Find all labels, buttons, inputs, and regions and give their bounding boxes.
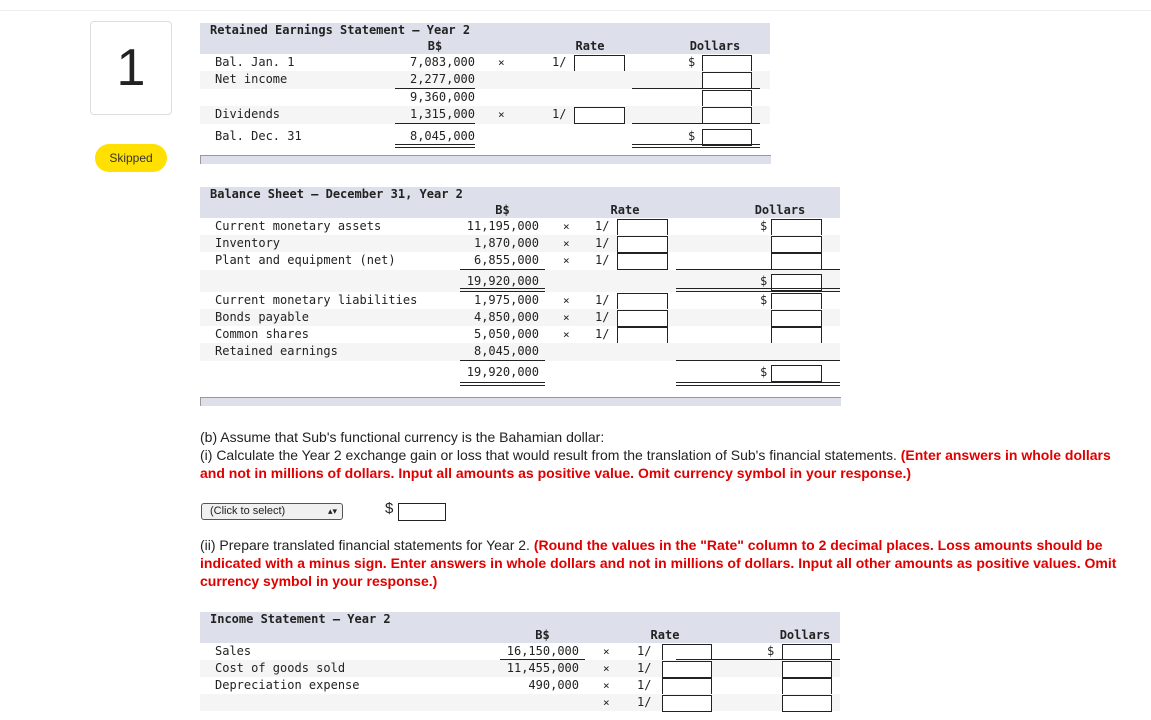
rate-input[interactable] <box>574 55 625 72</box>
dollars-input[interactable] <box>771 236 822 253</box>
table-row <box>200 218 840 235</box>
table-row <box>200 361 840 386</box>
bs-amount: 490,000 <box>528 678 579 692</box>
rate-prefix: 1/ <box>595 236 610 250</box>
row-label: Net income <box>215 72 288 86</box>
multiply-sign: × <box>603 645 610 658</box>
rate-prefix: 1/ <box>595 327 610 341</box>
table-row <box>200 643 840 660</box>
table-row <box>200 106 770 124</box>
gain-loss-select[interactable] <box>201 503 343 520</box>
dollars-input[interactable] <box>702 72 752 89</box>
dollars-input[interactable] <box>771 253 822 270</box>
bs-amount: 7,083,000 <box>409 55 475 69</box>
row-label: Retained earnings <box>215 344 338 358</box>
column-header-bs: B$ <box>495 203 510 217</box>
part-b-ii-instructions: (Round the values in the "Rate" column to 2 decimal places. Loss amounts should be indicated with a minus sign. Enter answers in whole dollars and not in millions of dollars. Input all other amounts as positive values. Omit currency symbol in your response.) <box>200 537 1117 589</box>
dollar-sign: $ <box>767 644 775 658</box>
select-value: (Click to select) <box>210 505 286 517</box>
dollars-input[interactable] <box>771 310 822 327</box>
multiply-sign: × <box>603 696 610 709</box>
dollars-input[interactable] <box>702 107 752 124</box>
column-header-bs: B$ <box>535 628 550 642</box>
horizontal-scrollbar[interactable] <box>200 155 771 164</box>
rate-prefix: 1/ <box>637 644 652 658</box>
row-label: Current monetary liabilities <box>215 293 418 307</box>
rate-input[interactable] <box>574 107 625 124</box>
dollar-sign: $ <box>760 293 768 307</box>
rate-input[interactable] <box>662 678 712 695</box>
column-header-dollars: Dollars <box>754 203 806 217</box>
column-header-rate: Rate <box>575 39 605 53</box>
rate-prefix: 1/ <box>595 310 610 324</box>
rate-prefix: 1/ <box>552 55 567 69</box>
dollars-input[interactable] <box>771 365 822 382</box>
table-row <box>200 270 840 292</box>
part-b-i-text: (i) Calculate the Year 2 exchange gain or loss that would result from the translation of Sub's financial statements. <box>200 447 901 463</box>
horizontal-scrollbar[interactable] <box>200 397 841 406</box>
rate-input[interactable] <box>617 219 668 236</box>
exchange-amount-input[interactable] <box>398 503 446 521</box>
column-header-dollars: Dollars <box>779 628 831 642</box>
bs-amount: 1,975,000 <box>473 293 539 307</box>
table-title: Income Statement – Year 2 <box>210 612 391 626</box>
table-row <box>200 124 770 148</box>
dollars-input[interactable] <box>782 678 832 695</box>
dollars-input[interactable] <box>771 327 822 344</box>
table-row <box>200 71 770 89</box>
table-row <box>200 252 840 270</box>
multiply-sign: × <box>563 328 570 341</box>
column-header-rate: Rate <box>650 628 680 642</box>
bs-amount: 1,315,000 <box>409 107 475 121</box>
top-divider <box>0 10 1151 11</box>
dollars-underline <box>676 382 840 386</box>
rate-input[interactable] <box>617 327 668 344</box>
rate-input[interactable] <box>617 293 668 310</box>
select-arrows-icon: ▴▾ <box>327 506 337 516</box>
bs-amount: 2,277,000 <box>409 72 475 86</box>
rate-prefix: 1/ <box>637 695 652 709</box>
row-label: Common shares <box>215 327 309 341</box>
bs-amount: 19,920,000 <box>466 365 539 379</box>
part-b-ii-text: (ii) Prepare translated financial statements for Year 2. <box>200 537 534 553</box>
dollars-underline <box>632 144 760 148</box>
rate-prefix: 1/ <box>595 219 610 233</box>
rate-input[interactable] <box>617 310 668 327</box>
table-row <box>200 694 840 711</box>
dollar-sign: $ <box>760 219 768 233</box>
rate-input[interactable] <box>617 236 668 253</box>
row-label: Inventory <box>215 236 281 250</box>
retained-earnings-table <box>200 23 770 148</box>
row-label: Bonds payable <box>215 310 309 324</box>
dollar-sign: $ <box>760 274 768 288</box>
table-row <box>200 54 770 71</box>
bs-amount: 11,455,000 <box>506 661 579 675</box>
rate-prefix: 1/ <box>637 678 652 692</box>
multiply-sign: × <box>603 662 610 675</box>
table-row <box>200 343 840 361</box>
column-header-rate: Rate <box>610 203 640 217</box>
rate-prefix: 1/ <box>595 293 610 307</box>
table-row <box>200 309 840 326</box>
bs-amount: 1,870,000 <box>473 236 539 250</box>
bs-underline <box>395 144 475 148</box>
income-statement-table <box>200 612 840 709</box>
table-row <box>200 235 840 252</box>
rate-prefix: 1/ <box>595 253 610 267</box>
dollar-sign: $ <box>760 365 768 379</box>
dollars-input[interactable] <box>782 661 832 678</box>
bs-amount: 11,195,000 <box>466 219 539 233</box>
bs-amount: 4,850,000 <box>473 310 539 324</box>
column-header-dollars: Dollars <box>689 39 741 53</box>
rate-input[interactable] <box>662 661 712 678</box>
row-label: Depreciation expense <box>215 678 360 692</box>
dollars-input[interactable] <box>771 293 822 310</box>
table-title: Balance Sheet – December 31, Year 2 <box>210 187 463 201</box>
dollar-sign: $ <box>688 55 696 69</box>
column-header-bs: B$ <box>427 39 443 53</box>
row-label: Plant and equipment (net) <box>215 253 396 267</box>
row-label: Bal. Jan. 1 <box>215 55 295 69</box>
table-row <box>200 660 840 677</box>
dollars-input[interactable] <box>702 90 752 107</box>
multiply-sign: × <box>603 679 610 692</box>
dollar-sign: $ <box>688 129 696 143</box>
dollar-sign: $ <box>385 500 394 517</box>
multiply-sign: × <box>498 56 505 69</box>
part-b-ii <box>200 536 1120 590</box>
table-title: Retained Earnings Statement – Year 2 <box>210 23 471 37</box>
table-row <box>200 292 840 309</box>
question-number: 1 <box>90 21 172 115</box>
table-header <box>200 612 840 643</box>
rate-prefix: 1/ <box>552 107 567 121</box>
balance-sheet-table <box>200 187 840 386</box>
multiply-sign: × <box>563 294 570 307</box>
bs-underline <box>460 382 545 386</box>
multiply-sign: × <box>563 311 570 324</box>
row-label: Cost of goods sold <box>215 661 346 675</box>
dollars-input[interactable] <box>771 219 822 236</box>
dollars-input[interactable] <box>702 55 752 72</box>
table-row <box>200 677 840 694</box>
row-label: Dividends <box>215 107 281 121</box>
table-row <box>200 89 770 106</box>
part-b-i-instructions: (Enter answers in whole dollars and not in millions of dollars. Input all amounts as positive value. Omit currency symbol in your response.) <box>200 447 1111 481</box>
rate-input[interactable] <box>617 253 668 270</box>
table-row <box>200 326 840 343</box>
bs-amount: 9,360,000 <box>409 90 475 104</box>
bs-amount: 6,855,000 <box>473 253 539 267</box>
status-badge: Skipped <box>95 144 167 172</box>
multiply-sign: × <box>563 254 570 267</box>
rate-prefix: 1/ <box>637 661 652 675</box>
row-label: Sales <box>215 644 252 658</box>
bs-amount: 8,045,000 <box>409 129 475 143</box>
bs-amount: 5,050,000 <box>473 327 539 341</box>
multiply-sign: × <box>563 220 570 233</box>
multiply-sign: × <box>498 108 505 121</box>
bs-amount: 19,920,000 <box>466 274 539 288</box>
multiply-sign: × <box>563 237 570 250</box>
table-header <box>200 23 770 54</box>
row-label: Bal. Dec. 31 <box>215 129 302 143</box>
row-label: Current monetary assets <box>215 219 382 233</box>
rate-input[interactable] <box>662 695 712 712</box>
bs-amount: 16,150,000 <box>506 644 579 658</box>
part-b-instructions <box>200 428 1120 482</box>
part-b-heading: (b) Assume that Sub's functional currency is the Bahamian dollar: <box>200 429 605 445</box>
bs-amount: 8,045,000 <box>473 344 539 358</box>
dollars-input[interactable] <box>782 695 832 712</box>
table-header <box>200 187 840 218</box>
